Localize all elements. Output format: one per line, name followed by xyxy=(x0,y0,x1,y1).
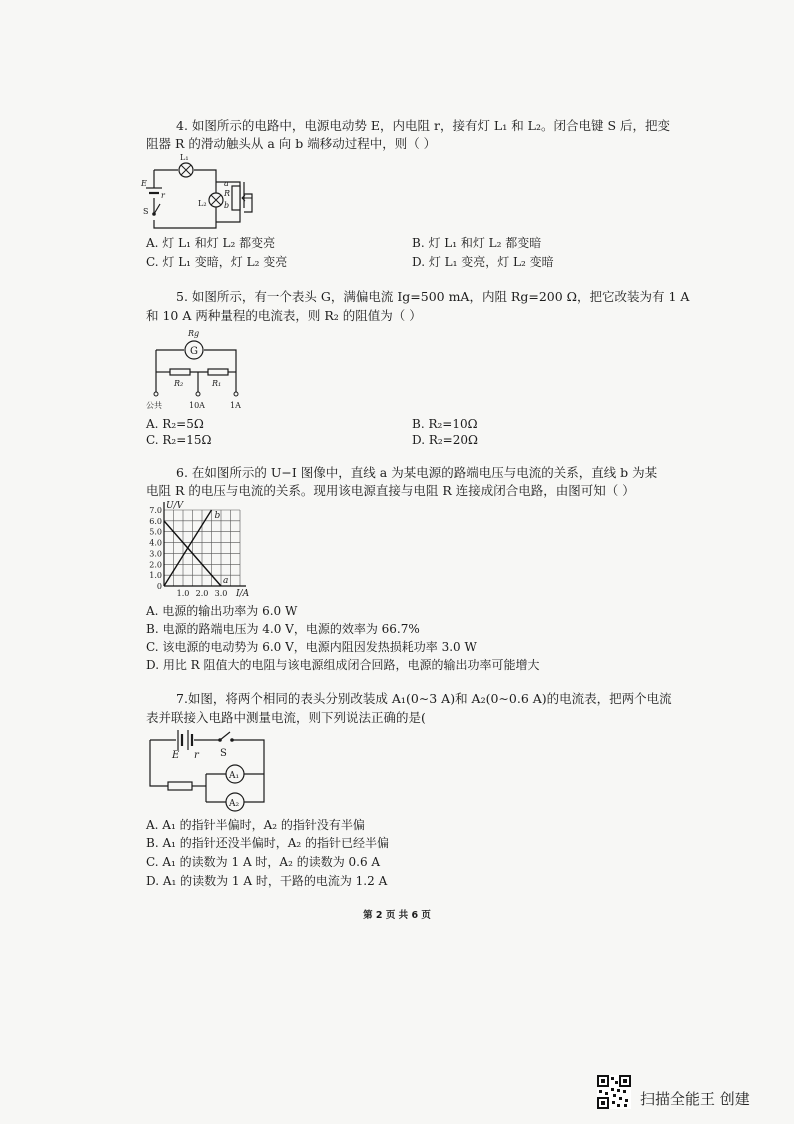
terminal-common-icon xyxy=(154,392,158,396)
q4-label-s: S xyxy=(143,207,149,216)
battery-icon xyxy=(178,730,192,750)
terminal-1a-icon xyxy=(234,392,238,396)
resistor-icon xyxy=(168,782,192,790)
q7-circuit-diagram xyxy=(144,728,274,808)
q5-label-rg: Rg xyxy=(188,329,200,338)
q5-stem-line2: 和 10 A 两种量程的电流表，则 R₂ 的阻值为（ ） xyxy=(146,308,422,323)
q5-label-r1: R₁ xyxy=(212,379,222,388)
q4-label-l1: L₁ xyxy=(180,153,189,162)
y-tick-label: 5.0 xyxy=(149,527,162,537)
q5-stem-line1: 5. 如图所示，有一个表头 G，满偏电流 Ig=500 mA，内阻 Rg=200 Ω，把它改装为有 1 A xyxy=(176,289,690,304)
q4-label-a: a xyxy=(224,179,229,188)
q5-label-g: G xyxy=(190,346,198,357)
q4-stem-line1: 4. 如图所示的电路中，电源电动势 E，内电阻 r，接有灯 L₁ 和 L₂。闭合电键 S 后，把变 xyxy=(176,118,671,133)
y-tick-label: 2.0 xyxy=(149,560,162,570)
q6-option-d[interactable]: D. 用比 R 阻值大的电阻与该电源组成闭合回路，电源的输出功率可能增大 xyxy=(146,658,540,672)
battery-icon xyxy=(146,188,162,193)
q4-option-c[interactable]: C. 灯 L₁ 变暗，灯 L₂ 变亮 xyxy=(146,255,288,269)
q5-label-10a: 10A xyxy=(189,401,205,410)
q7-option-b[interactable]: B. A₁ 的指针还没半偏时，A₂ 的指针已经半偏 xyxy=(146,836,390,850)
q5-option-b[interactable]: B. R₂=10Ω xyxy=(412,417,478,431)
x-tick-label: 1.0 xyxy=(176,589,190,598)
q4-label-l2: L₂ xyxy=(198,199,207,208)
q4-label-b: b xyxy=(224,201,230,210)
y-tick-label: 0 xyxy=(156,582,162,591)
resistor-r2-icon xyxy=(170,369,190,375)
rheostat-r-icon xyxy=(232,186,240,210)
y-axis-label: U/V xyxy=(166,501,184,511)
series-label-b: b xyxy=(214,511,221,521)
y-tick-label: 7.0 xyxy=(149,506,162,515)
q7-option-a[interactable]: A. A₁ 的指针半偏时，A₂ 的指针没有半偏 xyxy=(146,818,365,832)
terminal-10a-icon xyxy=(196,392,200,396)
q6-ui-chart xyxy=(140,500,260,604)
q5-circuit-diagram xyxy=(142,328,252,416)
q7-stem-line1: 7.如图，将两个相同的表头分别改装成 A₁(0∼3 A)和 A₂(0∼0.6 A)的电流表，把两个电流 xyxy=(176,691,672,706)
series-line-b xyxy=(164,510,212,586)
q4-label-e: E xyxy=(141,179,147,188)
y-tick-label: 4.0 xyxy=(149,538,162,548)
q7-stem-line2: 表并联接入电路中测量电流，则下列说法正确的是( xyxy=(146,710,426,725)
q7-option-d[interactable]: D. A₁ 的读数为 1 A 时，干路的电流为 1.2 A xyxy=(146,874,388,888)
scanner-brand-text: 扫描全能王 创建 xyxy=(640,1090,750,1108)
q6-stem-line2: 电阻 R 的电压与电流的关系。现用该电源直接与电阻 R 连接成闭合电路，由图可知（ ） xyxy=(146,483,635,498)
q7-label-a1: A₁ xyxy=(229,771,240,781)
q4-circuit-diagram xyxy=(140,152,260,232)
x-tick-label: 2.0 xyxy=(195,589,209,598)
q5-option-a[interactable]: A. R₂=5Ω xyxy=(146,417,204,431)
q4-label-r: r xyxy=(161,191,165,200)
y-tick-label: 1.0 xyxy=(149,571,162,581)
q4-stem-line2: 阻器 R 的滑动触头从 a 向 b 端移动过程中，则（ ） xyxy=(146,136,437,151)
q4-label-R: R xyxy=(224,189,231,198)
y-tick-label: 6.0 xyxy=(149,516,162,526)
q4-option-d[interactable]: D. 灯 L₁ 变亮，灯 L₂ 变暗 xyxy=(412,255,554,269)
q6-option-c[interactable]: C. 该电源的电动势为 6.0 V，电源内阻因发热损耗功率 3.0 W xyxy=(146,640,477,654)
q4-option-b[interactable]: B. 灯 L₁ 和灯 L₂ 都变暗 xyxy=(412,236,542,250)
x-axis-label: I/A xyxy=(236,589,250,599)
q7-label-e: E xyxy=(172,750,180,761)
series-label-a: a xyxy=(223,576,229,586)
q5-label-common: 公共 xyxy=(146,401,162,410)
q7-label-a2: A₂ xyxy=(229,799,240,809)
x-tick-label: 3.0 xyxy=(214,589,228,598)
q7-label-s: S xyxy=(220,748,227,759)
q6-option-a[interactable]: A. 电源的输出功率为 6.0 W xyxy=(146,604,298,618)
q6-stem-line1: 6. 在如图所示的 U−I 图像中，直线 a 为某电源的路端电压与电流的关系，直线 b 为某 xyxy=(176,465,658,480)
q5-label-1a: 1A xyxy=(230,401,241,410)
q7-option-c[interactable]: C. A₁ 的读数为 1 A 时，A₂ 的读数为 0.6 A xyxy=(146,855,381,869)
resistor-r1-icon xyxy=(208,369,228,375)
q5-label-r2: R₂ xyxy=(174,379,184,388)
q5-option-c[interactable]: C. R₂=15Ω xyxy=(146,433,212,447)
y-tick-label: 3.0 xyxy=(149,549,162,559)
q4-option-a[interactable]: A. 灯 L₁ 和灯 L₂ 都变亮 xyxy=(146,236,276,250)
switch-s-icon xyxy=(219,732,233,741)
q6-option-b[interactable]: B. 电源的路端电压为 4.0 V，电源的效率为 66.7% xyxy=(146,622,420,636)
page-footer: 第 2 页 共 6 页 xyxy=(363,910,431,921)
q5-option-d[interactable]: D. R₂=20Ω xyxy=(412,433,478,447)
qr-code-icon xyxy=(597,1075,631,1109)
q7-label-r: r xyxy=(194,750,199,761)
